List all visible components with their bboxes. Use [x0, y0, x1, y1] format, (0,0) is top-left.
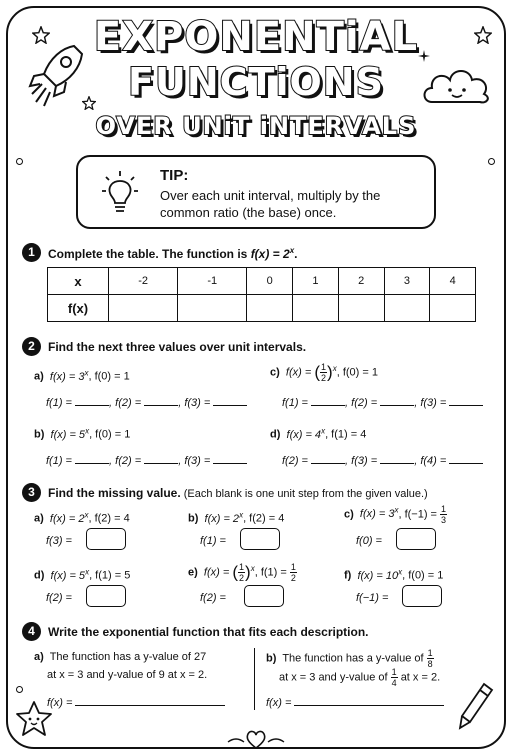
q3f-ask: f(−1) =	[356, 592, 389, 604]
title-line-3: OVER UNiT iNTERVALS	[95, 112, 417, 140]
question-number-4: 4	[22, 622, 41, 641]
table-row-x	[48, 268, 476, 295]
pencil-icon	[458, 682, 494, 732]
lightbulb-icon	[100, 169, 140, 217]
table-cell-x: 0	[247, 268, 293, 295]
q2a-answers[interactable]: f(1) = , f(2) = , f(3) =	[46, 397, 247, 409]
q2d-statement: d) $f(x) = 4^x$, f(1) = 4	[270, 426, 367, 441]
tip-box	[76, 155, 436, 229]
q1-function: f(x) = 2	[250, 247, 290, 261]
table-cell-x: 2	[338, 268, 384, 295]
q3d-answer-box[interactable]	[86, 585, 126, 607]
q2b-statement: b) $f(x) = 5^x$, f(0) = 1	[34, 426, 131, 441]
table-cell-x: 3	[384, 268, 430, 295]
answer-cell[interactable]	[109, 295, 178, 322]
q4a-answer[interactable]: f(x) =	[47, 697, 225, 709]
title-line-1: EXPONENTiAL	[93, 14, 419, 60]
q4a-line-2: at x = 3 and y-value of 9 at x = 2.	[47, 669, 208, 681]
q3b-statement: b) $f(x) = 2^x$, f(2) = 4	[188, 510, 285, 525]
table-header-fx: f(x)	[48, 295, 109, 322]
dot-ornament	[16, 158, 23, 165]
q3d-statement: d) $f(x) = 5^x$, f(1) = 5	[34, 567, 131, 582]
values-table	[47, 267, 476, 322]
q2d-answers[interactable]: f(2) = , f(3) = , f(4) =	[282, 455, 483, 467]
q4b-line-2: at x = 3 and y-value of $\frac{1}{4}$ at x = 2.	[279, 667, 441, 688]
smiling-star-icon	[14, 700, 54, 738]
q2-prompt: Find the next three values over unit intervals.	[48, 340, 307, 354]
q3b-answer-box[interactable]	[240, 528, 280, 550]
q3b-ask: f(1) =	[200, 535, 226, 547]
answer-cell[interactable]	[178, 295, 247, 322]
q3a-answer-box[interactable]	[86, 528, 126, 550]
answer-cell[interactable]	[247, 295, 293, 322]
q1-prompt-text: Complete the table. The function is	[48, 247, 251, 261]
q4b-answer[interactable]: f(x) =	[266, 697, 444, 709]
q4a-line-1: a) The function has a y-value of 27	[34, 651, 207, 663]
tip-body: Over each unit interval, multiply by the common ratio (the base) once.	[160, 188, 381, 220]
q3e-statement: e) f(x) = ( $\frac{1}{2}$ )$^x$, f(1) = $\frac{1}{2}$	[188, 562, 296, 583]
title-line-2: FUNCTiONS	[128, 60, 384, 104]
answer-cell[interactable]	[384, 295, 430, 322]
heart-icon	[226, 728, 286, 750]
q3c-statement: c) $f(x) = 3^x$, f(−1) = $\frac{1}{3}$	[344, 504, 447, 525]
column-divider	[254, 648, 255, 710]
q3a-statement: a) $f(x) = 2^x$, f(2) = 4	[34, 510, 130, 525]
dot-ornament	[16, 686, 23, 693]
table-cell-x: 1	[293, 268, 339, 295]
q1-function-exponent: x	[289, 246, 295, 255]
answer-cell[interactable]	[293, 295, 339, 322]
table-row-fx	[48, 295, 476, 322]
q2c-answers[interactable]: f(1) = , f(2) = , f(3) =	[282, 397, 483, 409]
q3a-ask: f(3) =	[46, 535, 72, 547]
q1-prompt: Complete the table. The function is $f(x) = 2^x$.	[48, 246, 298, 261]
q2c-statement: c) f(x) = ( $\frac{1}{2}$ )$^x$, f(0) = 1	[270, 362, 378, 383]
table-header-x: x	[48, 268, 109, 295]
q3f-answer-box[interactable]	[402, 585, 442, 607]
q2b-answers[interactable]: f(1) = , f(2) = , f(3) =	[46, 455, 247, 467]
q3f-statement: f) $f(x) = 10^x$, f(0) = 1	[344, 567, 444, 582]
question-number-1: 1	[22, 243, 41, 262]
table-cell-x: 4	[430, 268, 476, 295]
answer-cell[interactable]	[430, 295, 476, 322]
table-cell-x: -2	[109, 268, 178, 295]
q3e-answer-box[interactable]	[244, 585, 284, 607]
q3c-answer-box[interactable]	[396, 528, 436, 550]
question-number-2: 2	[22, 337, 41, 356]
dot-ornament	[488, 158, 495, 165]
table-cell-x: -1	[178, 268, 247, 295]
answer-cell[interactable]	[338, 295, 384, 322]
q3d-ask: f(2) =	[46, 592, 72, 604]
q4b-line-1: b) The function has a y-value of $\frac{1}{8}$	[266, 648, 433, 669]
question-number-3: 3	[22, 483, 41, 502]
q3c-ask: f(0) =	[356, 535, 382, 547]
tip-heading: TIP:	[160, 167, 189, 184]
q3-prompt: Find the missing value. (Each blank is one unit step from the given value.)	[48, 486, 428, 500]
q4-prompt: Write the exponential function that fits each description.	[48, 625, 369, 639]
q2a-statement: a) $f(x) = 3^x$, f(0) = 1	[34, 368, 130, 383]
q3e-ask: f(2) =	[200, 592, 226, 604]
